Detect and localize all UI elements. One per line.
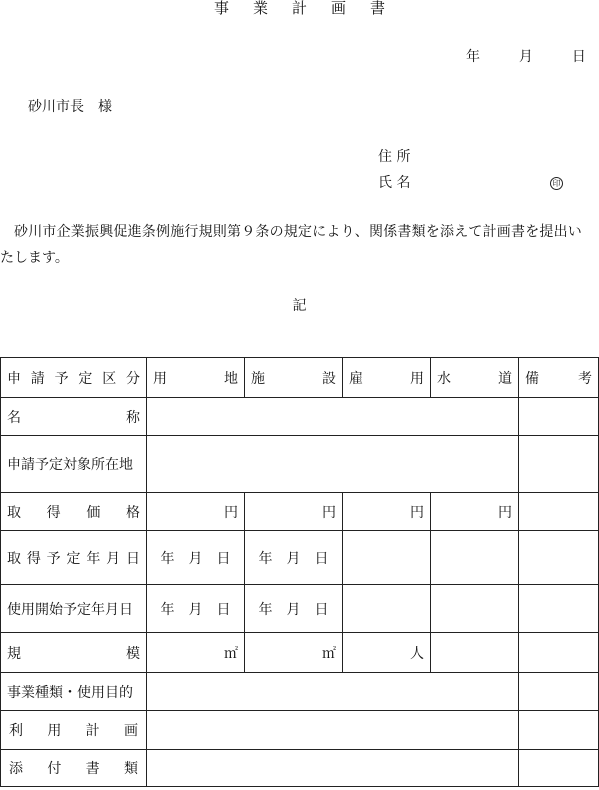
date-year: 年 [466, 49, 480, 65]
seal-mark: 印 [550, 177, 563, 190]
cell-location-value[interactable] [147, 436, 519, 493]
cell-price-remarks[interactable] [519, 493, 599, 531]
row-label-plan: 利用計画 [1, 711, 147, 750]
ki-heading: 記 [292, 298, 307, 314]
cell-scale-facility[interactable]: ㎡ [245, 633, 343, 673]
cell-use-date-facility[interactable]: 年 月 日 [245, 585, 343, 633]
row-label-use-start-date: 使用開始予定年月日 [1, 585, 147, 633]
addressee: 砂川市長 様 [28, 99, 112, 115]
cell-scale-remarks[interactable] [519, 633, 599, 673]
body-text-line-2: たします。 [0, 250, 69, 266]
row-scale [1, 633, 599, 673]
row-business [1, 673, 599, 711]
row-location [1, 436, 599, 493]
row-label-scale: 規模 [1, 633, 147, 673]
cell-scale-water[interactable] [431, 633, 519, 673]
row-plan [1, 711, 599, 750]
row-price [1, 493, 599, 531]
row-label-acquisition-date: 取得予定年月日 [1, 531, 147, 585]
header-category: 申請予定区分 [1, 358, 147, 398]
header-facility: 施 設 [245, 358, 343, 398]
date-day: 日 [571, 49, 586, 65]
cell-use-date-water[interactable] [431, 585, 519, 633]
header-water: 水 道 [431, 358, 519, 398]
cell-use-date-land[interactable]: 年 月 日 [147, 585, 245, 633]
header-land: 用 地 [147, 358, 245, 398]
cell-name-value[interactable] [147, 398, 519, 436]
cell-plan-remarks[interactable] [519, 711, 599, 750]
cell-price-land[interactable]: 円 [147, 493, 245, 531]
cell-use-date-remarks[interactable] [519, 585, 599, 633]
document-title: 事業計画書 [213, 0, 409, 17]
address-label: 住 所 [378, 149, 411, 165]
name-label: 氏 名 [378, 175, 411, 191]
header-remarks: 備 考 [519, 358, 599, 398]
row-name [1, 398, 599, 436]
cell-price-employment[interactable]: 円 [343, 493, 431, 531]
cell-scale-land[interactable]: ㎡ [147, 633, 245, 673]
cell-price-facility[interactable]: 円 [245, 493, 343, 531]
cell-price-water[interactable]: 円 [431, 493, 519, 531]
cell-attachments-value[interactable] [147, 750, 519, 787]
cell-plan-value[interactable] [147, 711, 519, 750]
cell-attachments-remarks[interactable] [519, 750, 599, 787]
cell-scale-employment[interactable]: 人 [343, 633, 431, 673]
cell-use-date-employment[interactable] [343, 585, 431, 633]
cell-acq-date-remarks[interactable] [519, 531, 599, 585]
plan-table [0, 357, 599, 787]
row-acquisition-date [1, 531, 599, 585]
row-label-price: 取得価格 [1, 493, 147, 531]
cell-acq-date-land[interactable]: 年 月 日 [147, 531, 245, 585]
cell-name-remarks[interactable] [519, 398, 599, 436]
cell-acq-date-employment[interactable] [343, 531, 431, 585]
cell-business-value[interactable] [147, 673, 519, 711]
cell-business-remarks[interactable] [519, 673, 599, 711]
cell-acq-date-facility[interactable]: 年 月 日 [245, 531, 343, 585]
row-attachments [1, 750, 599, 787]
table-header-row [1, 358, 599, 398]
row-label-name: 名称 [1, 398, 147, 436]
row-label-attachments: 添付書類 [1, 750, 147, 787]
row-label-business: 事業種類・使用目的 [1, 673, 147, 711]
date-line [466, 49, 586, 65]
header-employment: 雇 用 [343, 358, 431, 398]
cell-acq-date-water[interactable] [431, 531, 519, 585]
body-text-line-1: 砂川市企業振興促進条例施行規則第９条の規定により、関係書類を添えて計画書を提出い [14, 224, 582, 240]
date-month: 月 [518, 49, 533, 65]
cell-location-remarks[interactable] [519, 436, 599, 493]
row-use-start-date [1, 585, 599, 633]
row-label-location: 申請予定対象所在地 [1, 436, 147, 493]
